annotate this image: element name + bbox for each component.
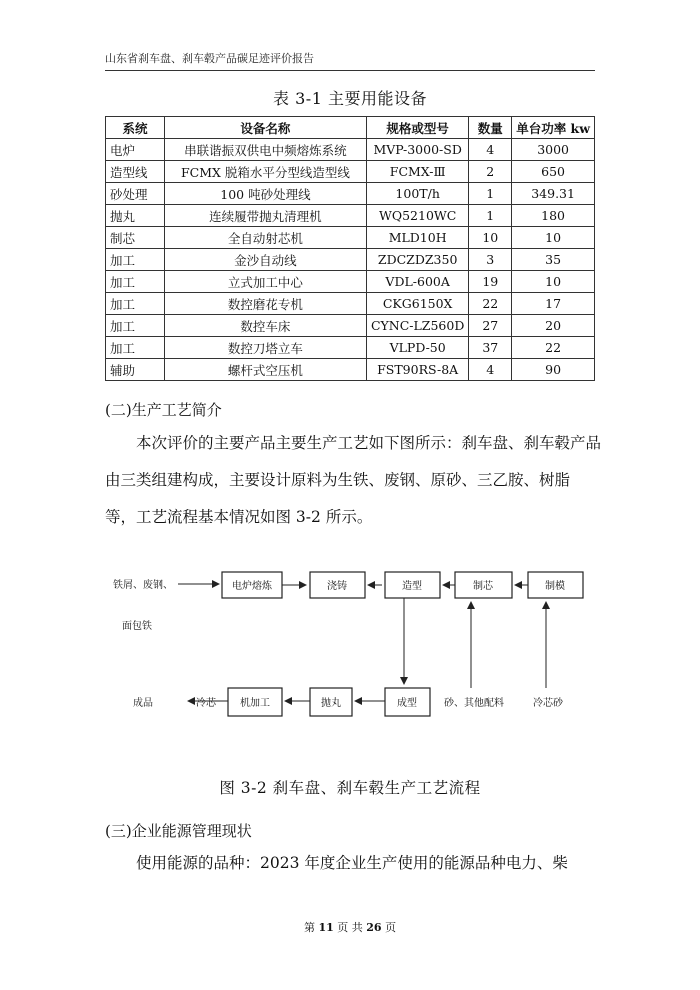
table-cell: 抛丸 [106,205,165,227]
section-heading-process: (二)生产工艺简介 [105,401,222,419]
svg-text:浇铸: 浇铸 [327,581,347,592]
table-cell: 加工 [106,315,165,337]
table-cell: 立式加工中心 [164,271,366,293]
flow-box-furnace [222,572,282,598]
page-footer [0,919,700,935]
table-cell: 2 [469,161,512,183]
table-cell: 349.31 [512,183,595,205]
svg-text:造型: 造型 [402,581,422,592]
table-cell: 电炉 [106,139,165,161]
table-cell: VDL-600A [366,271,468,293]
table-cell: 4 [469,139,512,161]
flow-input-label: 面包铁 [122,621,152,632]
process-flow-diagram [0,560,700,730]
table-cell: 90 [512,359,595,381]
svg-text:成型: 成型 [397,698,417,709]
table-cell: 37 [469,337,512,359]
table-row [106,161,595,183]
table-cell: 1 [469,205,512,227]
table-row [106,337,595,359]
flow-box-machining [228,688,282,716]
table-cell: 加工 [106,271,165,293]
svg-text:抛丸: 抛丸 [321,698,341,709]
table-cell: 35 [512,249,595,271]
table-row [106,227,595,249]
table-cell: 辅助 [106,359,165,381]
table-cell: 180 [512,205,595,227]
flow-box-pouring [310,572,365,598]
total-page-number: 26 [366,921,382,934]
table-cell: 17 [512,293,595,315]
column-header: 数量 [469,117,512,139]
table-cell: 串联谐振双供电中频熔炼系统 [164,139,366,161]
flow-input-label: 铁屑、废钢、 [113,580,173,591]
flow-sand-label: 砂、其他配料 [444,698,504,709]
table-row [106,271,595,293]
table-cell: 加工 [106,249,165,271]
table-row [106,205,595,227]
flow-cooling-label: 冷芯 [196,698,216,709]
column-header: 系统 [106,117,165,139]
paragraph-line: 由三类组建构成，主要设计原料为生铁、废钢、原砂、三乙胺、树脂 [105,471,571,489]
table-cell: 数控磨花专机 [164,293,366,315]
footer-text: 第 [303,921,315,934]
table-cell: 数控刀塔立车 [164,337,366,359]
table-cell: 螺杆式空压机 [164,359,366,381]
page-header: 山东省刹车盘、刹车毂产品碳足迹评价报告 [105,50,595,71]
table-cell: 20 [512,315,595,337]
table-cell: WQ5210WC [366,205,468,227]
table-cell: 加工 [106,293,165,315]
table-cell: 10 [512,227,595,249]
paragraph-line: 本次评价的主要产品主要生产工艺如下图所示：刹车盘、刹车毂产品 [136,434,602,452]
table-cell: MLD10H [366,227,468,249]
table-caption: 表 3-1 主要用能设备 [273,89,427,108]
equipment-table [105,116,595,381]
table-cell: FST90RS-8A [366,359,468,381]
table-cell: 3 [469,249,512,271]
table-row [106,293,595,315]
flow-box-forming [385,688,430,716]
table-cell: 19 [469,271,512,293]
table-cell: FCMX-Ⅲ [366,161,468,183]
energy-paragraph [105,845,595,882]
table-cell: ZDCZDZ350 [366,249,468,271]
flow-box-shotblast [310,688,352,716]
table-row [106,315,595,337]
figure-caption: 图 3-2 刹车盘、刹车毂生产工艺流程 [219,779,481,797]
table-cell: 数控车床 [164,315,366,337]
svg-text:制模: 制模 [545,581,565,592]
flow-box-molding [385,572,440,598]
table-cell: 制芯 [106,227,165,249]
table-cell: FCMX 脱箱水平分型线造型线 [164,161,366,183]
section-heading-energy: (三)企业能源管理现状 [105,822,252,840]
column-header: 设备名称 [164,117,366,139]
table-cell: 连续履带抛丸清理机 [164,205,366,227]
table-cell: VLPD-50 [366,337,468,359]
table-cell: 22 [469,293,512,315]
table-cell: 1 [469,183,512,205]
table-row [106,249,595,271]
column-header: 单台功率 kw [512,117,595,139]
table-cell: 650 [512,161,595,183]
table-cell: MVP-3000-SD [366,139,468,161]
current-page-number: 11 [318,921,334,934]
table-cell: 100T/h [366,183,468,205]
svg-text:机加工: 机加工 [240,698,270,709]
table-cell: 金沙自动线 [164,249,366,271]
table-cell: 加工 [106,337,165,359]
table-cell: CYNC-LZ560D [366,315,468,337]
table-cell: 3000 [512,139,595,161]
table-row [106,183,595,205]
paragraph-line: 等，工艺流程基本情况如图 3-2 所示。 [105,508,373,526]
table-row [106,359,595,381]
svg-text:电炉熔炼: 电炉熔炼 [232,581,272,592]
table-cell: CKG6150X [366,293,468,315]
table-cell: 全自动射芯机 [164,227,366,249]
table-cell: 27 [469,315,512,337]
process-paragraph [105,425,602,536]
table-cell: 10 [512,271,595,293]
flow-box-patternmaking [528,572,583,598]
flow-box-coremaking [455,572,512,598]
table-cell: 4 [469,359,512,381]
flow-product-label: 成品 [133,698,153,709]
table-cell: 100 吨砂处理线 [164,183,366,205]
column-header: 规格或型号 [366,117,468,139]
table-row [106,139,595,161]
footer-text: 页 [385,921,397,934]
table-cell: 22 [512,337,595,359]
svg-text:制芯: 制芯 [473,581,493,592]
table-cell: 砂处理 [106,183,165,205]
footer-text: 页 共 [337,921,363,934]
table-cell: 10 [469,227,512,249]
paragraph-line: 使用能源的品种：2023 年度企业生产使用的能源品种电力、柴 [136,854,568,872]
table-header-row [106,117,595,139]
flow-cold-core-sand-label: 冷芯砂 [533,698,563,709]
table-cell: 造型线 [106,161,165,183]
